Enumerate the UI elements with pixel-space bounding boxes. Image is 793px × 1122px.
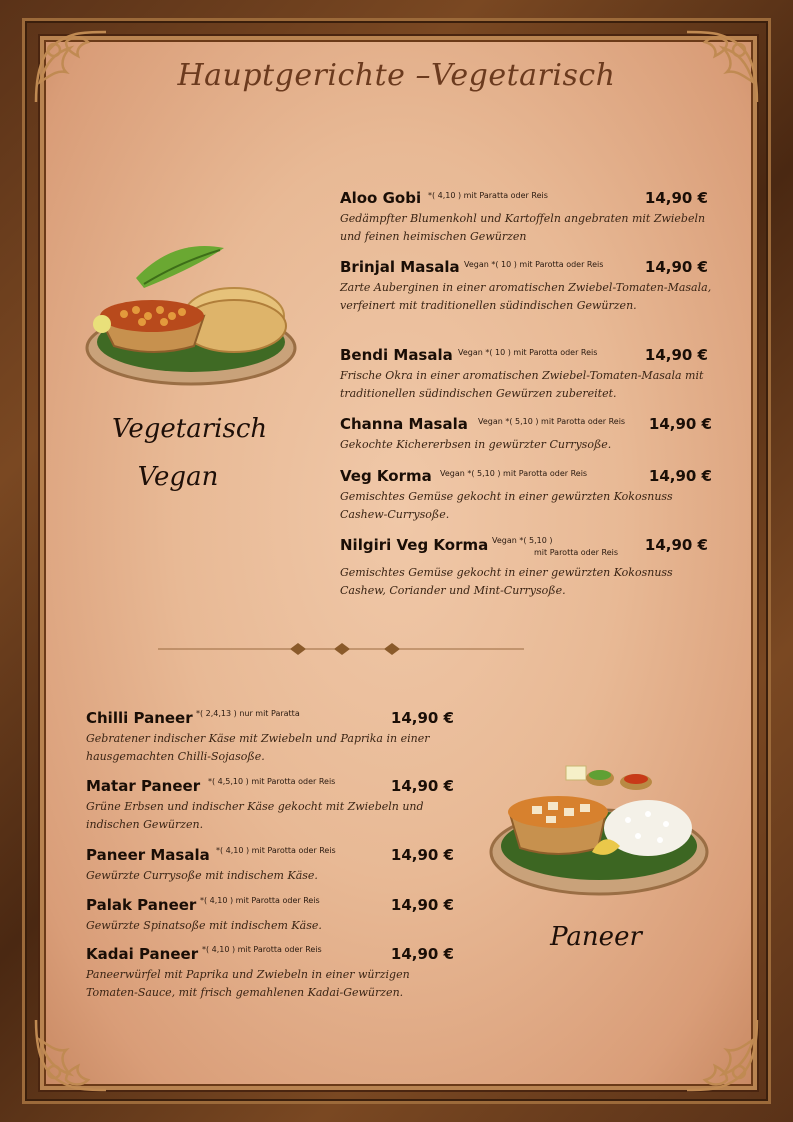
menu-item xyxy=(86,709,458,766)
category-label-vegetarisch: Vegetarisch xyxy=(112,414,268,444)
item-price: 14,90 € xyxy=(390,896,454,914)
item-note: Vegan *( 10 ) mit Parotta oder Reis xyxy=(458,348,598,357)
item-name: Chilli Paneer xyxy=(86,709,193,727)
item-price: 14,90 € xyxy=(390,945,454,963)
item-note: Vegan *( 5,10 ) mit Parotta oder Reis xyxy=(478,417,626,426)
item-price: 14,90 € xyxy=(644,189,708,207)
item-note: *( 4,10 ) mit Parotta oder Reis xyxy=(200,896,320,905)
menu-item xyxy=(86,896,458,935)
item-note: Vegan *( 5,10 ) mit Parotta oder Reis xyxy=(440,469,588,478)
item-name: Brinjal Masala xyxy=(340,258,460,276)
menu-item xyxy=(86,846,458,885)
category-label-paneer: Paneer xyxy=(550,922,642,952)
item-price: 14,90 € xyxy=(644,346,708,364)
menu-item xyxy=(340,258,712,315)
menu-item xyxy=(340,189,712,246)
item-description: Zarte Auberginen in einer aromatischen Zwiebel-Tomaten-Masala, verfeinert mit traditionellen südindischen Gewürzen. xyxy=(340,281,712,312)
section-divider xyxy=(158,640,524,658)
category-label-vegan: Vegan xyxy=(137,462,219,492)
page-title: Hauptgerichte –Vegetarisch xyxy=(177,58,616,93)
item-name: Paneer Masala xyxy=(86,846,210,864)
menu-item xyxy=(340,346,712,403)
item-note: *( 4,10 ) mit Paratta oder Reis xyxy=(428,191,548,200)
item-price: 14,90 € xyxy=(390,777,454,795)
item-price: 14,90 € xyxy=(644,258,708,276)
menu-item xyxy=(340,415,712,454)
item-description: Paneerwürfel mit Paprika und Zwiebeln in einer würzigen Tomaten-Sauce, mit frisch gemahlenen Kadai-Gewürzen. xyxy=(86,968,410,999)
item-name: Aloo Gobi xyxy=(340,189,422,207)
item-name: Channa Masala xyxy=(340,415,468,433)
item-description: Frische Okra in einer aromatischen Zwiebel-Tomaten-Masala mit traditionellen südindischen Gewürzen zubereitet. xyxy=(340,369,704,400)
item-name: Veg Korma xyxy=(340,467,432,485)
item-name: Bendi Masala xyxy=(340,346,453,364)
item-note-secondary: mit Parotta oder Reis xyxy=(534,548,619,557)
item-description: Gedämpfter Blumenkohl und Kartoffeln angebraten mit Zwiebeln und feinen heimischen Gewürzen xyxy=(340,212,706,243)
item-description: Gewürzte Currysoße mit indischem Käse. xyxy=(86,869,318,882)
item-description: Gewürzte Spinatsoße mit indischem Käse. xyxy=(86,919,322,932)
menu-item xyxy=(86,945,458,1002)
item-name: Palak Paneer xyxy=(86,896,197,914)
corner-ornament-icon xyxy=(677,1010,767,1100)
menu-item xyxy=(340,536,712,600)
corner-ornament-icon xyxy=(26,1010,116,1100)
paneer-curry-dish-icon xyxy=(488,760,710,898)
chana-masala-dish-icon xyxy=(84,238,298,388)
item-note: *( 4,10 ) mit Parotta oder Reis xyxy=(202,945,322,954)
item-note: Vegan *( 10 ) mit Parotta oder Reis xyxy=(464,260,604,269)
item-price: 14,90 € xyxy=(648,467,712,485)
item-price: 14,90 € xyxy=(644,536,708,554)
item-description: Grüne Erbsen und indischer Käse gekocht mit Zwiebeln und indischen Gewürzen. xyxy=(86,800,424,831)
item-description: Gemischtes Gemüse gekocht in einer gewürzten Kokosnuss Cashew, Coriander und Mint-Currysoße. xyxy=(340,566,673,597)
menu-item xyxy=(86,777,458,834)
item-name: Kadai Paneer xyxy=(86,945,199,963)
item-price: 14,90 € xyxy=(390,709,454,727)
item-note: *( 4,10 ) mit Parotta oder Reis xyxy=(216,846,336,855)
item-name: Nilgiri Veg Korma xyxy=(340,536,489,554)
item-note: *( 4,5,10 ) mit Parotta oder Reis xyxy=(208,777,336,786)
item-note: *( 2,4,13 ) nur mit Paratta xyxy=(196,709,300,718)
item-description: Gebratener indischer Käse mit Zwiebeln und Paprika in einer hausgemachten Chilli-Sojasoße. xyxy=(86,732,430,763)
item-description: Gemischtes Gemüse gekocht in einer gewürzten Kokosnuss Cashew-Currysoße. xyxy=(340,490,673,521)
item-price: 14,90 € xyxy=(648,415,712,433)
item-note: Vegan *( 5,10 ) xyxy=(492,536,553,545)
menu-item xyxy=(340,467,712,524)
item-name: Matar Paneer xyxy=(86,777,201,795)
item-description: Gekochte Kichererbsen in gewürzter Currysoße. xyxy=(340,438,612,451)
item-price: 14,90 € xyxy=(390,846,454,864)
